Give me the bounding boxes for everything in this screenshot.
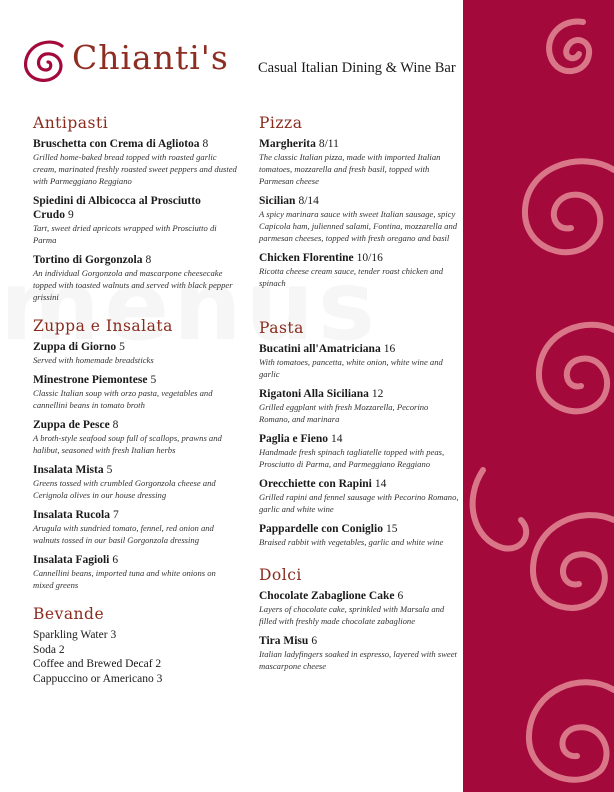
menu-item	[33, 373, 238, 411]
item-price: 14	[331, 433, 343, 445]
item-price: 10/16	[356, 252, 383, 264]
item-price: 8	[145, 254, 152, 266]
menu-item	[33, 340, 238, 366]
menu-item	[33, 418, 238, 456]
item-name: Sicilian	[259, 195, 296, 207]
section-title-zuppa: Zuppa e Insalata	[33, 317, 173, 335]
item-price: 9	[67, 209, 74, 221]
item-price: 7	[113, 509, 119, 521]
decorative-band	[463, 0, 614, 792]
item-description: Grilled eggplant with fresh Mozzarella, Pecorino Romano, and marinara	[259, 402, 429, 424]
item-name: Insalata Fagioli	[33, 554, 110, 566]
item-name: Tira Misu	[259, 635, 309, 647]
item-price: 3	[156, 672, 163, 685]
item-name: Chicken Florentine	[259, 252, 354, 264]
item-description: With tomatoes, pancetta, white onion, white wine and garlic	[259, 357, 443, 379]
item-price: 12	[371, 388, 384, 400]
section-title-bevande: Bevande	[33, 605, 105, 623]
menu-item	[259, 387, 459, 425]
item-name: Insalata Rucola	[33, 509, 110, 521]
item-price: 14	[374, 478, 387, 490]
menu-item	[259, 522, 459, 548]
swirl-2	[525, 161, 614, 252]
item-description: A spicy marinara sauce with sweet Italian sausage, spicy Capicola ham, julienned salami, Fontina, mozzarella and parmesan cheeses, topped with fresh oregano and basil	[259, 209, 458, 243]
item-price: 8	[112, 419, 119, 431]
item-name: Bucatini all'Amatriciana	[259, 343, 381, 355]
item-description: Grilled home-baked bread topped with roasted garlic cream, marinated freshly roasted sweet peppers and dusted with Parmeggiano Reggiano	[33, 152, 237, 186]
swirl-6	[529, 682, 614, 779]
section-title-pasta: Pasta	[259, 319, 304, 337]
item-description: An individual Gorgonzola and mascarpone cheesecake topped with toasted walnuts and served with black pepper grissini	[33, 268, 233, 302]
item-price: 2	[58, 643, 65, 656]
item-price: 3	[110, 629, 117, 641]
menu-item	[33, 553, 238, 591]
item-description: Greens tossed with crumbled Gorgonzola cheese and Cerignola olives in our house dressing	[33, 478, 216, 500]
item-description: Cannellini beans, imported tuna and white onions on mixed greens	[33, 568, 216, 590]
item-name: Sparkling Water	[33, 629, 108, 641]
item-name: Spiedini di Albicocca al Prosciutto Crudo	[33, 195, 201, 221]
item-name: Insalata Mista	[33, 464, 104, 476]
menu-item	[33, 137, 238, 187]
beverage-item	[33, 628, 238, 643]
item-price: 8/11	[318, 138, 339, 150]
swirl-5	[533, 515, 614, 608]
menu-item	[259, 589, 459, 627]
beverage-item	[33, 643, 238, 658]
item-name: Paglia e Fieno	[259, 433, 328, 445]
menu-item	[259, 342, 459, 380]
item-description: Served with homemade breadsticks	[33, 355, 154, 365]
menu-item	[259, 634, 459, 672]
item-name: Orecchiette con Rapini	[259, 478, 372, 490]
menu-item	[33, 194, 238, 246]
item-name: Soda	[33, 643, 56, 656]
item-price: 8/14	[298, 195, 319, 207]
item-price: 15	[385, 523, 398, 535]
item-description: The classic Italian pizza, made with imported Italian tomatoes, mozzarella and fresh basil, topped with Parmesan cheese	[259, 152, 441, 186]
item-name: Zuppa de Pesce	[33, 419, 110, 431]
menu-item	[259, 251, 459, 289]
item-name: Zuppa di Giorno	[33, 341, 117, 353]
item-price: 5	[150, 374, 157, 386]
item-description: Classic Italian soup with orzo pasta, vegetables and cannellini beans in tomato broth	[33, 388, 213, 410]
section-title-pizza: Pizza	[259, 114, 303, 132]
item-description: A broth-style seafood soup full of scallops, prawns and halibut, seasoned with fresh Italian herbs	[33, 433, 222, 455]
section-title-antipasti: Antipasti	[33, 114, 109, 132]
item-description: Braised rabbit with vegetables, garlic and white wine	[259, 537, 444, 547]
menu-item	[33, 253, 238, 303]
item-description: Ricotta cheese cream sauce, tender roast chicken and spinach	[259, 266, 444, 288]
item-name: Rigatoni Alla Siciliana	[259, 388, 369, 400]
swirl-pattern	[463, 0, 614, 792]
menu-header	[20, 36, 460, 92]
item-name: Chocolate Zabaglione Cake	[259, 590, 395, 602]
menu-item	[259, 432, 459, 470]
menu-item	[33, 463, 238, 501]
beverage-item	[33, 672, 238, 687]
menu-item	[259, 137, 459, 187]
beverage-item	[33, 657, 238, 672]
item-description: Tart, sweet dried apricots wrapped with Prosciutto di Parma	[33, 223, 217, 245]
menu-item	[259, 477, 459, 515]
item-price: 6	[311, 635, 318, 647]
item-description: Italian ladyfingers soaked in espresso, layered with sweet mascarpone cheese	[259, 649, 457, 671]
menu-item	[33, 508, 238, 546]
item-price: 2	[155, 658, 162, 670]
item-description: Arugula with sundried tomato, fennel, red onion and walnuts tossed in our basil Gorgonzola dressing	[33, 523, 214, 545]
item-name: Pappardelle con Coniglio	[259, 523, 383, 535]
item-price: 6	[397, 590, 404, 602]
right-column	[259, 113, 459, 679]
item-price: 5	[119, 341, 125, 353]
item-price: 5	[106, 464, 113, 476]
item-name: Cappuccino or Americano	[33, 672, 154, 685]
item-name: Bruschetta con Crema di Agliotoa	[33, 138, 200, 150]
item-name: Minestrone Piemontese	[33, 374, 148, 386]
left-column	[33, 113, 238, 686]
swirl-1	[549, 21, 589, 71]
item-name: Tortino di Gorgonzola	[33, 254, 143, 266]
restaurant-name: Chianti's	[72, 38, 229, 77]
item-price: 6	[112, 554, 119, 566]
menu-item	[259, 194, 459, 244]
item-name: Margherita	[259, 138, 316, 150]
item-description: Grilled rapini and fennel sausage with Pecorino Romano, garlic and white wine	[259, 492, 459, 514]
swirl-3	[539, 325, 614, 412]
item-description: Handmade fresh spinach tagliatelle topped with peas, Prosciutto di Parma, and Parmeggiano Reggiano	[259, 447, 445, 469]
restaurant-tagline: Casual Italian Dining & Wine Bar	[258, 60, 456, 76]
item-price: 8	[202, 138, 209, 150]
swirl-4	[473, 470, 527, 549]
section-title-dolci: Dolci	[259, 566, 302, 584]
swirl-logo-icon	[20, 36, 70, 88]
item-price: 16	[383, 343, 396, 355]
item-description: Layers of chocolate cake, sprinkled with Marsala and filled with freshly made chocolate zabaglione	[259, 604, 445, 626]
item-name: Coffee and Brewed Decaf	[33, 658, 153, 670]
